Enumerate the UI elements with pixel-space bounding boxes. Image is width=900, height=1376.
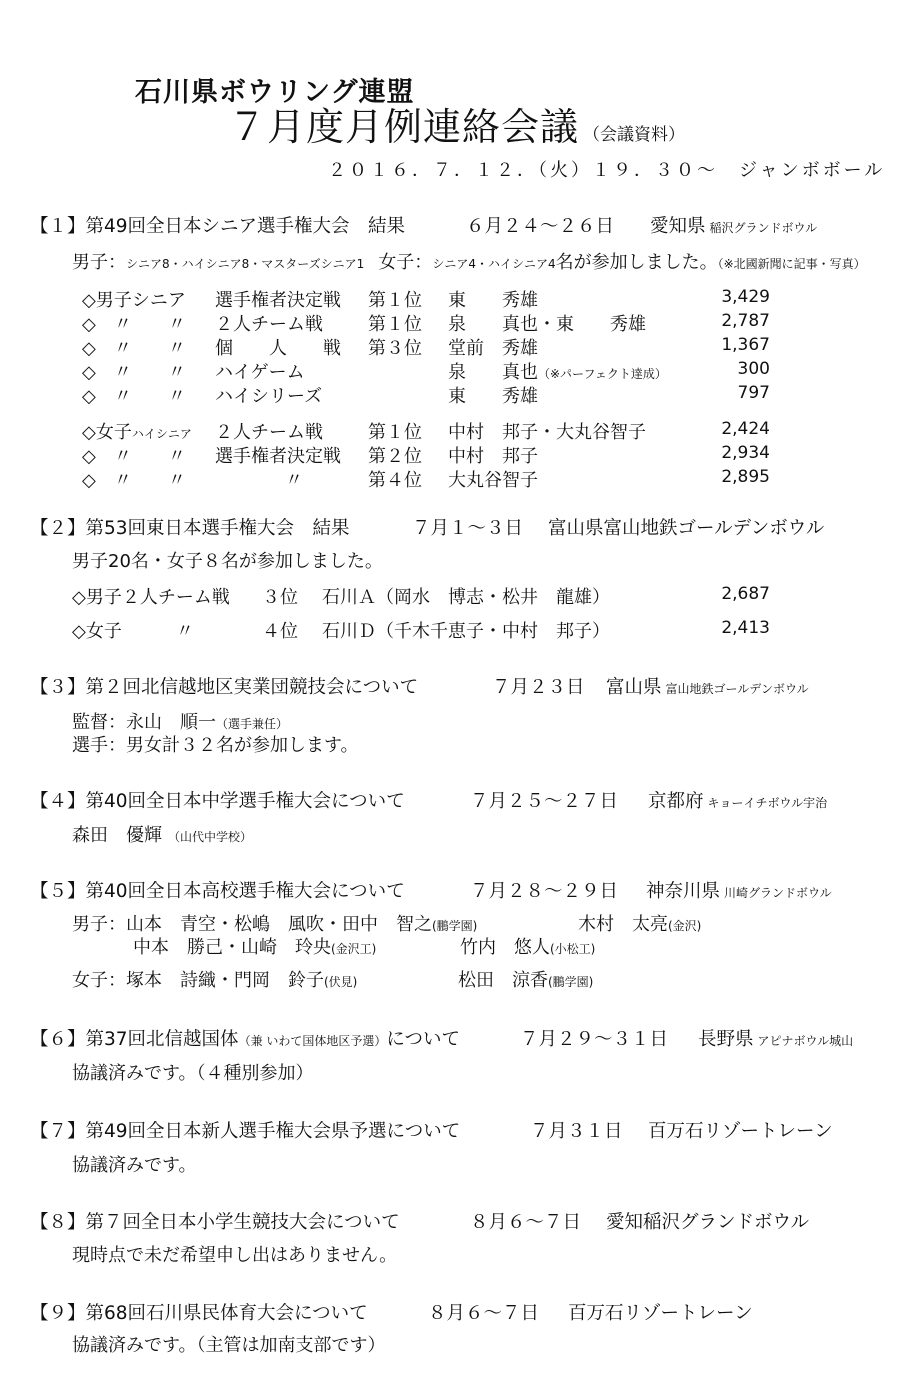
result-prefix: ◇女子: [82, 422, 132, 443]
result-name: 中村 邦子・大丸谷智子: [448, 422, 646, 443]
section-6-heading: [30, 1025, 460, 1051]
section-4-pref: 京都府: [648, 791, 704, 812]
section-4-label: 【４】: [30, 791, 86, 812]
result-event: ２人チーム戦: [215, 314, 323, 335]
section-6-title-tail: について: [386, 1029, 461, 1050]
result-rank: 第１位: [368, 314, 422, 335]
section-6-note: 協議済みです。（４種別参加）: [72, 1063, 314, 1084]
section-5-pref: 神奈川県: [646, 881, 721, 902]
section-1-participants: [72, 248, 866, 274]
result-row: ◇ 〃 〃: [82, 314, 186, 335]
section-3-date: ７月２３日: [492, 677, 585, 698]
section-8-note: 現時点で未だ希望申し出はありません。: [72, 1245, 398, 1266]
result-name-text: 泉 真也: [448, 362, 538, 383]
section-3-label: 【３】: [30, 677, 86, 698]
male-school-2: (金沢工): [331, 942, 377, 956]
result-score: 2,787: [721, 311, 770, 331]
result-score: 2,424: [721, 419, 770, 439]
result-score: 2,687: [721, 584, 770, 604]
section-5-female-b: [458, 966, 593, 992]
section-4-place: [648, 787, 827, 813]
section-5-place: [646, 877, 832, 903]
section-6-title: 第37回北信越国体: [85, 1029, 239, 1050]
section-5-venue: 川崎グランドボウル: [724, 886, 832, 900]
organization-name: 石川県ボウリング連盟: [135, 77, 415, 108]
section-8-label: 【８】: [30, 1212, 86, 1233]
section-5-title: 第40回全日本高校選手権大会について: [85, 881, 405, 902]
result-name: 堂前 秀雄: [448, 338, 538, 359]
result-row: ◇ 〃 〃: [82, 338, 186, 359]
result-event: ハイシリーズ: [215, 386, 323, 407]
male-players-1: 男子：山本 青空・松嶋 風吹・田中 智之: [72, 914, 432, 935]
section-8-heading: [30, 1208, 400, 1234]
section-1-title: 第49回全日本シニア選手権大会 結果: [85, 216, 406, 237]
section-6-place: [698, 1025, 853, 1051]
meeting-date-venue: ２０１６．７．１２．（火）１９．３０～ ジャンボボール: [328, 160, 886, 181]
result-row: ◇ 〃 〃: [82, 470, 186, 491]
section-4-title: 第40回全日本中学選手権大会について: [85, 791, 405, 812]
section-9-heading: [30, 1299, 368, 1325]
section-3-title: 第２回北信越地区実業団競技会について: [85, 677, 419, 698]
section-2-label: 【２】: [30, 518, 86, 539]
section-5-heading: [30, 877, 405, 903]
result-name: 東 秀雄: [448, 290, 538, 311]
title-subtitle: （会議資料）: [583, 125, 686, 145]
participants-male-detail: シニア8・ハイシニア8・マスターズシニア1: [126, 257, 365, 271]
section-3-venue: 富山地鉄ゴールデンボウル: [665, 682, 809, 696]
participants-female-label: 女子：: [378, 252, 433, 273]
male-players-2: 中本 勝己・山崎 玲央: [133, 937, 331, 958]
section-8-venue: 愛知稲沢グランドボウル: [606, 1212, 809, 1233]
section-1-venue: 稲沢グランドボウル: [709, 221, 818, 235]
result-event: ２人チーム戦: [215, 422, 323, 443]
participants-male-label: 男子：: [72, 252, 126, 273]
female-school-b: (鵬学園): [548, 975, 594, 989]
document-title: [228, 96, 685, 151]
result-row: ◇ 〃 〃: [82, 386, 186, 407]
result-score: 1,367: [721, 335, 770, 355]
result-prefix-small: ハイシニア: [131, 427, 192, 441]
result-event: 〃: [285, 470, 303, 491]
result-name: 泉 真也・東 秀雄: [448, 314, 646, 335]
participants-tail: 名が参加しました。: [555, 252, 718, 273]
result-name: 大丸谷智子: [448, 470, 538, 491]
section-7-date: ７月３１日: [530, 1121, 623, 1142]
result-event: 選手権者決定戦: [215, 446, 341, 467]
result-row: ◇男子シニア: [82, 290, 186, 311]
section-4-venue: キョーイチボウル宇治: [707, 796, 828, 810]
participants-note: （※北國新聞に記事・写真）: [717, 257, 866, 271]
female-players: 女子：塚本 詩織・門岡 鈴子: [72, 970, 324, 991]
section-9-label: 【９】: [30, 1303, 86, 1324]
section-6-title-note: （兼 いわて国体地区予選）: [238, 1034, 387, 1048]
female-school: (伏見): [324, 975, 358, 989]
section-9-title: 第68回石川県民体育大会について: [85, 1303, 368, 1324]
section-9-date: ８月６～７日: [428, 1303, 540, 1324]
section-7-venue: 百万石リゾートレーン: [648, 1121, 833, 1142]
male-player-2b: 竹内 悠人: [460, 937, 550, 958]
section-3-players: 選手：男女計３２名が参加します。: [72, 735, 359, 756]
result-row: ◇ 〃 〃: [82, 362, 186, 383]
result-row: [82, 418, 192, 444]
result-row: ◇ 〃 〃: [82, 446, 186, 467]
result-note: （※パーフェクト達成）: [538, 367, 667, 381]
section-1-label: 【１】: [30, 216, 86, 237]
section-5-male-1b: [578, 910, 701, 936]
manager-text: 監督：永山 順一: [72, 712, 216, 733]
section-9-note: 協議済みです。（主管は加南支部です）: [72, 1335, 386, 1356]
section-2-venue: 富山県富山地鉄ゴールデンボウル: [548, 518, 825, 539]
section-1-date: ６月２４～２６日: [466, 216, 615, 237]
result-event: ◇男子２人チーム戦: [72, 587, 230, 608]
result-rank: ４位: [262, 621, 298, 642]
section-9-venue: 百万石リゾートレーン: [568, 1303, 753, 1324]
result-name: 東 秀雄: [448, 386, 538, 407]
participants-female-detail: シニア4・ハイシニア4: [432, 257, 556, 271]
section-5-date: ７月２８～２９日: [470, 881, 619, 902]
result-score: 797: [737, 383, 770, 403]
result-team: 石川Ａ（岡水 博志・松井 龍雄）: [322, 587, 610, 608]
section-2-title: 第53回東日本選手権大会 結果: [85, 518, 350, 539]
section-5-label: 【５】: [30, 881, 86, 902]
result-score: 300: [737, 359, 770, 379]
male-player-1b: 木村 太亮: [578, 914, 668, 935]
female-player-b: 松田 涼香: [458, 970, 548, 991]
result-name: [448, 358, 667, 384]
male-school-2b: (小松工): [550, 942, 596, 956]
section-5-male-2b: [460, 933, 595, 959]
section-1-pref: 愛知県: [650, 216, 706, 237]
result-event: 個 人 戦: [215, 338, 341, 359]
result-score: 3,429: [721, 287, 770, 307]
manager-note: （選手兼任）: [216, 717, 289, 731]
section-7-label: 【７】: [30, 1121, 86, 1142]
section-6-label: 【６】: [30, 1029, 86, 1050]
result-rank: 第１位: [368, 290, 422, 311]
male-school-1: (鵬学園): [432, 919, 478, 933]
section-2-participants: 男子20名・女子８名が参加しました。: [72, 551, 383, 572]
section-6-venue: アピナボウル城山: [757, 1034, 854, 1048]
result-event: ◇女子 〃: [72, 621, 194, 642]
section-2-date: ７月１～３日: [412, 518, 524, 539]
section-3-heading: [30, 673, 418, 699]
section-6-date: ７月２９～３１日: [520, 1029, 669, 1050]
section-1-heading: [30, 212, 405, 238]
result-event: ハイゲーム: [215, 362, 305, 383]
result-score: 2,895: [721, 467, 770, 487]
result-name: 中村 邦子: [448, 446, 538, 467]
player-name: 森田 優輝: [72, 825, 162, 846]
title-main: ７月度月例連絡会議: [228, 105, 580, 149]
section-8-title: 第７回全日本小学生競技大会について: [85, 1212, 400, 1233]
section-5-male-2: [133, 933, 376, 959]
section-4-date: ７月２５～２７日: [470, 791, 619, 812]
section-4-player: [72, 821, 252, 847]
section-7-heading: [30, 1117, 460, 1143]
section-4-heading: [30, 787, 405, 813]
result-score: 2,934: [721, 443, 770, 463]
section-2-heading: [30, 514, 350, 540]
section-6-pref: 長野県: [698, 1029, 754, 1050]
section-5-female: [72, 966, 357, 992]
section-3-pref: 富山県: [606, 677, 662, 698]
result-rank: 第４位: [368, 470, 422, 491]
result-rank: 第１位: [368, 422, 422, 443]
result-rank: 第３位: [368, 338, 422, 359]
section-7-title: 第49回全日本新人選手権大会県予選について: [85, 1121, 461, 1142]
player-school: （山代中学校）: [168, 830, 253, 844]
section-7-note: 協議済みです。: [72, 1155, 197, 1176]
result-event: 選手権者決定戦: [215, 290, 341, 311]
section-3-place: [606, 673, 809, 699]
result-rank: 第２位: [368, 446, 422, 467]
result-score: 2,413: [721, 618, 770, 638]
section-1-place: [650, 212, 817, 238]
section-8-date: ８月６～７日: [470, 1212, 582, 1233]
result-rank: ３位: [262, 587, 298, 608]
result-team: 石川Ｄ（千木千恵子・中村 邦子）: [322, 621, 610, 642]
male-school-1b: (金沢): [668, 919, 702, 933]
